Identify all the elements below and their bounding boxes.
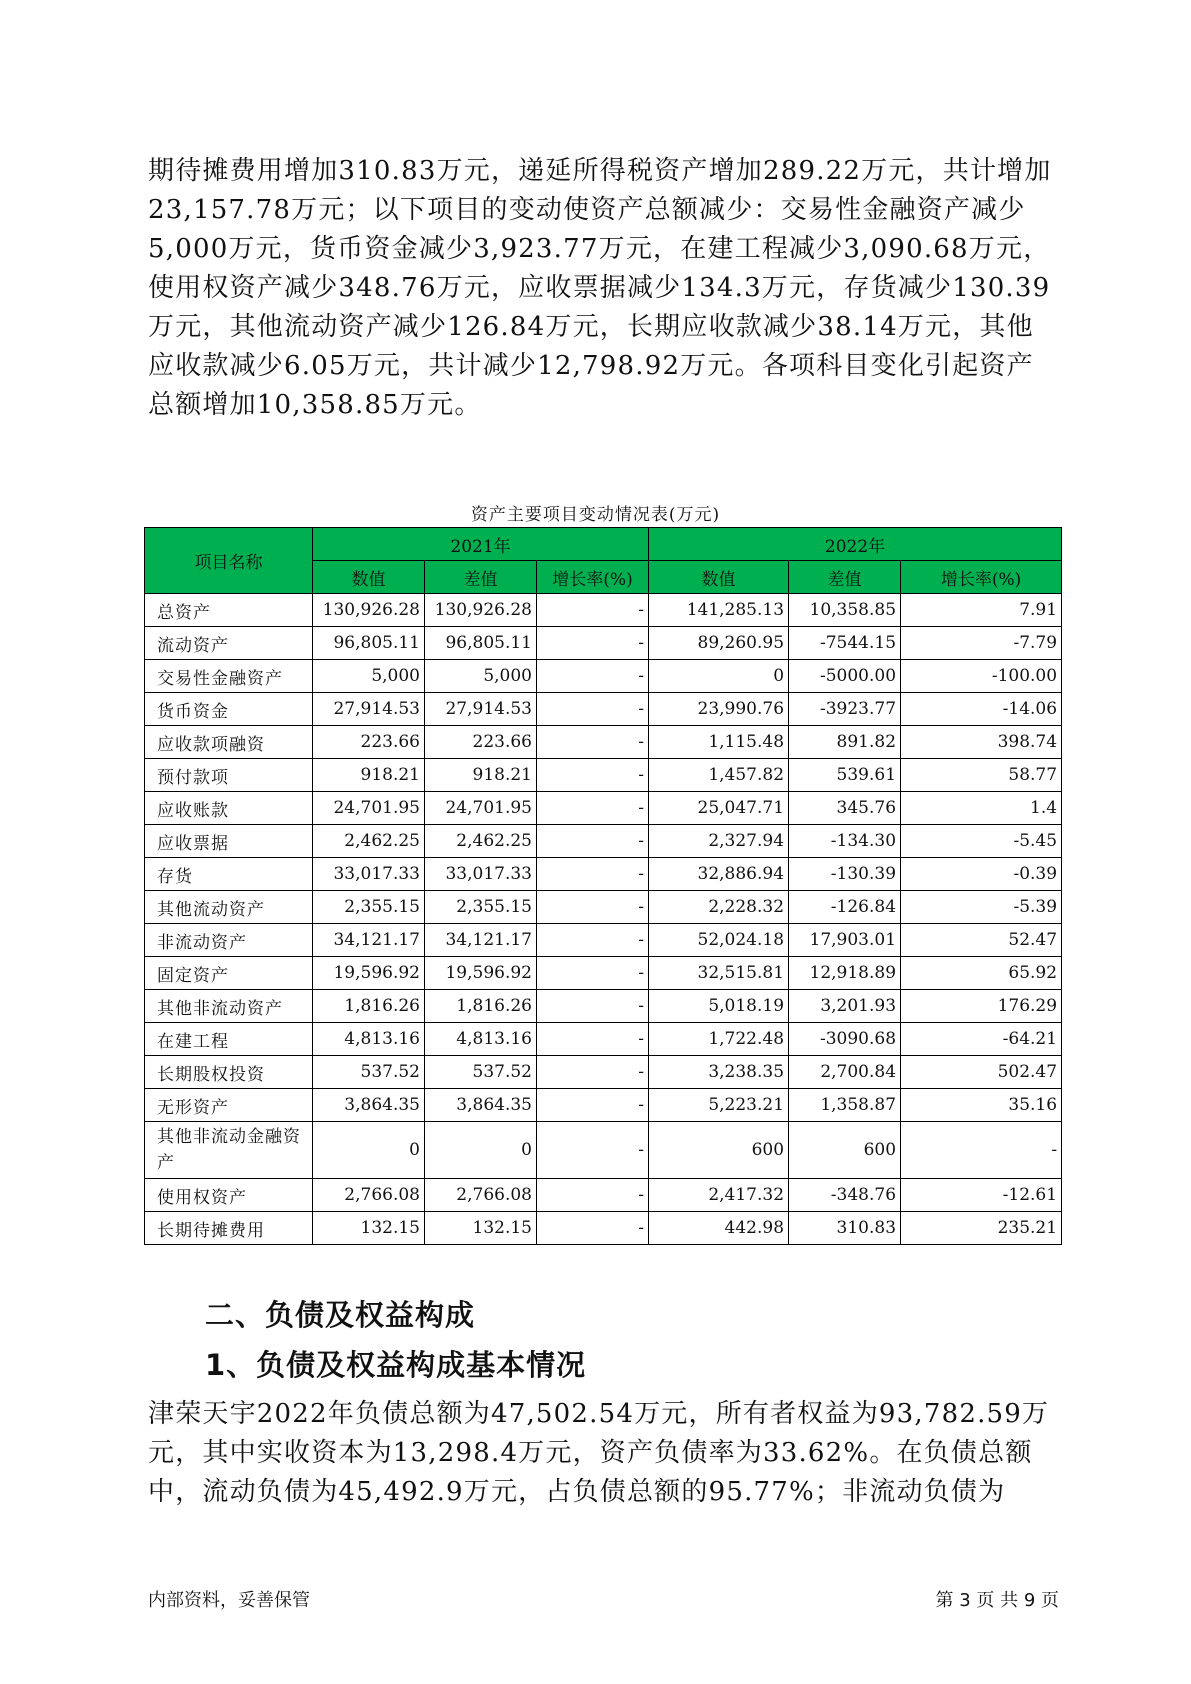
cell-d21: 5,000 [425, 660, 537, 693]
cell-v21: 3,864.35 [313, 1089, 425, 1122]
header-year-2021: 2021年 [313, 528, 649, 561]
cell-v22: 23,990.76 [649, 693, 789, 726]
cell-d22: -134.30 [789, 825, 901, 858]
header-value-2022: 数值 [649, 561, 789, 594]
cell-d22: -130.39 [789, 858, 901, 891]
cell-r22: 398.74 [901, 726, 1062, 759]
cell-d22: -126.84 [789, 891, 901, 924]
cell-d21: 1,816.26 [425, 990, 537, 1023]
cell-d21: 2,462.25 [425, 825, 537, 858]
cell-r21: - [537, 825, 649, 858]
cell-r21: - [537, 792, 649, 825]
cell-r21: - [537, 1179, 649, 1212]
cell-d22: 2,700.84 [789, 1056, 901, 1089]
cell-d21: 24,701.95 [425, 792, 537, 825]
table-row [145, 1122, 1062, 1179]
cell-d21: 0 [425, 1122, 537, 1179]
footer-page-number: 第 3 页 共 9 页 [935, 1590, 1059, 1611]
cell-item-name: 长期股权投资 [145, 1056, 313, 1089]
cell-r22: 502.47 [901, 1056, 1062, 1089]
cell-r22: - [901, 1122, 1062, 1179]
table-row [145, 660, 1062, 693]
cell-d22: 345.76 [789, 792, 901, 825]
cell-v21: 4,813.16 [313, 1023, 425, 1056]
cell-r21: - [537, 759, 649, 792]
cell-d22: 310.83 [789, 1212, 901, 1245]
cell-r22: 52.47 [901, 924, 1062, 957]
table-row [145, 957, 1062, 990]
cell-v22: 1,115.48 [649, 726, 789, 759]
cell-r22: -0.39 [901, 858, 1062, 891]
cell-v21: 33,017.33 [313, 858, 425, 891]
cell-r21: - [537, 1056, 649, 1089]
cell-d22: 17,903.01 [789, 924, 901, 957]
cell-v21: 27,914.53 [313, 693, 425, 726]
cell-d22: 539.61 [789, 759, 901, 792]
cell-item-name: 长期待摊费用 [145, 1212, 313, 1245]
table-row [145, 1056, 1062, 1089]
cell-item-name: 存货 [145, 858, 313, 891]
cell-r21: - [537, 858, 649, 891]
cell-d22: 1,358.87 [789, 1089, 901, 1122]
cell-v21: 34,121.17 [313, 924, 425, 957]
cell-v21: 96,805.11 [313, 627, 425, 660]
cell-r22: 176.29 [901, 990, 1062, 1023]
table-row [145, 924, 1062, 957]
cell-v22: 5,018.19 [649, 990, 789, 1023]
cell-v22: 89,260.95 [649, 627, 789, 660]
cell-r22: -14.06 [901, 693, 1062, 726]
cell-item-name: 无形资产 [145, 1089, 313, 1122]
cell-item-name: 应收票据 [145, 825, 313, 858]
asset-change-table [144, 527, 1062, 1245]
cell-item-name: 流动资产 [145, 627, 313, 660]
cell-r21: - [537, 891, 649, 924]
cell-item-name: 应收账款 [145, 792, 313, 825]
table-row [145, 825, 1062, 858]
header-value-2021: 数值 [313, 561, 425, 594]
table-row [145, 627, 1062, 660]
cell-v21: 19,596.92 [313, 957, 425, 990]
table-row [145, 759, 1062, 792]
cell-v22: 32,886.94 [649, 858, 789, 891]
cell-v21: 918.21 [313, 759, 425, 792]
cell-d21: 537.52 [425, 1056, 537, 1089]
cell-r21: - [537, 1089, 649, 1122]
cell-v21: 223.66 [313, 726, 425, 759]
cell-v22: 442.98 [649, 1212, 789, 1245]
cell-d21: 19,596.92 [425, 957, 537, 990]
cell-v22: 3,238.35 [649, 1056, 789, 1089]
body-paragraph-1: 期待摊费用增加310.83万元，递延所得税资产增加289.22万元，共计增加23,157.78万元；以下项目的变动使资产总额减少：交易性金融资产减少5,000万元，货币资金减少3,923.77万元，在建工程减少3,090.68万元，使用权资产减少348.76万元，应收票据减少134.3万元，存货减少130.39万元，其他流动资产减少126.84万元，长期应收款减少38.14万元，其他应收款减少6.05万元，共计减少12,798.92万元。各项科目变化引起资产总额增加10,358.85万元。 [148, 156, 1052, 420]
cell-d22: 891.82 [789, 726, 901, 759]
table-row [145, 891, 1062, 924]
cell-v21: 132.15 [313, 1212, 425, 1245]
cell-v22: 0 [649, 660, 789, 693]
cell-d21: 4,813.16 [425, 1023, 537, 1056]
cell-item-name: 预付款项 [145, 759, 313, 792]
cell-d21: 132.15 [425, 1212, 537, 1245]
cell-v21: 24,701.95 [313, 792, 425, 825]
cell-v22: 141,285.13 [649, 594, 789, 627]
cell-item-name: 固定资产 [145, 957, 313, 990]
cell-d21: 918.21 [425, 759, 537, 792]
cell-r21: - [537, 726, 649, 759]
cell-v22: 52,024.18 [649, 924, 789, 957]
header-diff-2021: 差值 [425, 561, 537, 594]
cell-v21: 2,355.15 [313, 891, 425, 924]
cell-r21: - [537, 660, 649, 693]
cell-item-name: 在建工程 [145, 1023, 313, 1056]
cell-v22: 2,228.32 [649, 891, 789, 924]
cell-v21: 2,766.08 [313, 1179, 425, 1212]
table-row [145, 1212, 1062, 1245]
cell-r22: 58.77 [901, 759, 1062, 792]
cell-v21: 5,000 [313, 660, 425, 693]
section-heading: 二、负债及权益构成 [205, 1298, 476, 1332]
table-row [145, 693, 1062, 726]
body-paragraph-2: 津荣天宇2022年负债总额为47,502.54万元，所有者权益为93,782.59万元，其中实收资本为13,298.4万元，资产负债率为33.62%。在负债总额中，流动负债为45,492.9万元，占负债总额的95.77%；非流动负债为 [148, 1399, 1050, 1507]
cell-r21: - [537, 957, 649, 990]
cell-r21: - [537, 627, 649, 660]
cell-d22: -3923.77 [789, 693, 901, 726]
cell-item-name: 货币资金 [145, 693, 313, 726]
table-row [145, 792, 1062, 825]
cell-item-name: 其他非流动金融资产 [145, 1122, 313, 1179]
cell-r21: - [537, 990, 649, 1023]
cell-r21: - [537, 594, 649, 627]
cell-v22: 600 [649, 1122, 789, 1179]
cell-d21: 33,017.33 [425, 858, 537, 891]
cell-r22: -5.45 [901, 825, 1062, 858]
cell-d22: -3090.68 [789, 1023, 901, 1056]
cell-d21: 223.66 [425, 726, 537, 759]
footer-confidential-note: 内部资料，妥善保管 [148, 1590, 310, 1611]
table-row [145, 990, 1062, 1023]
cell-d21: 27,914.53 [425, 693, 537, 726]
cell-d22: -348.76 [789, 1179, 901, 1212]
cell-item-name: 交易性金融资产 [145, 660, 313, 693]
cell-r22: -100.00 [901, 660, 1062, 693]
cell-d22: 12,918.89 [789, 957, 901, 990]
cell-v22: 1,457.82 [649, 759, 789, 792]
cell-v21: 2,462.25 [313, 825, 425, 858]
cell-d22: 600 [789, 1122, 901, 1179]
header-item-name: 项目名称 [145, 528, 313, 594]
cell-r22: -12.61 [901, 1179, 1062, 1212]
cell-r21: - [537, 1023, 649, 1056]
table-row [145, 726, 1062, 759]
cell-r21: - [537, 1122, 649, 1179]
cell-item-name: 总资产 [145, 594, 313, 627]
cell-v22: 2,417.32 [649, 1179, 789, 1212]
cell-v21: 0 [313, 1122, 425, 1179]
header-year-2022: 2022年 [649, 528, 1062, 561]
cell-item-name: 其他流动资产 [145, 891, 313, 924]
cell-r22: -7.79 [901, 627, 1062, 660]
cell-v21: 537.52 [313, 1056, 425, 1089]
table-caption: 资产主要项目变动情况表(万元) [470, 505, 721, 525]
cell-d21: 3,864.35 [425, 1089, 537, 1122]
cell-v21: 1,816.26 [313, 990, 425, 1023]
cell-r22: -64.21 [901, 1023, 1062, 1056]
table-row [145, 1089, 1062, 1122]
cell-r22: 1.4 [901, 792, 1062, 825]
cell-d21: 2,766.08 [425, 1179, 537, 1212]
cell-r22: 65.92 [901, 957, 1062, 990]
header-rate-2022: 增长率(%) [901, 561, 1062, 594]
cell-item-name: 应收款项融资 [145, 726, 313, 759]
cell-r22: 35.16 [901, 1089, 1062, 1122]
cell-d21: 2,355.15 [425, 891, 537, 924]
cell-v22: 32,515.81 [649, 957, 789, 990]
cell-item-name: 其他非流动资产 [145, 990, 313, 1023]
table-row [145, 1023, 1062, 1056]
cell-r22: 235.21 [901, 1212, 1062, 1245]
cell-d22: -5000.00 [789, 660, 901, 693]
cell-r21: - [537, 1212, 649, 1245]
table-row [145, 594, 1062, 627]
cell-d22: 3,201.93 [789, 990, 901, 1023]
cell-r21: - [537, 693, 649, 726]
cell-v22: 1,722.48 [649, 1023, 789, 1056]
cell-d21: 130,926.28 [425, 594, 537, 627]
cell-v22: 5,223.21 [649, 1089, 789, 1122]
cell-item-name: 非流动资产 [145, 924, 313, 957]
cell-d22: 10,358.85 [789, 594, 901, 627]
cell-item-name: 使用权资产 [145, 1179, 313, 1212]
cell-r22: 7.91 [901, 594, 1062, 627]
subsection-heading: 1、负债及权益构成基本情况 [205, 1348, 587, 1382]
cell-r21: - [537, 924, 649, 957]
table-row [145, 858, 1062, 891]
header-rate-2021: 增长率(%) [537, 561, 649, 594]
cell-v21: 130,926.28 [313, 594, 425, 627]
cell-v22: 2,327.94 [649, 825, 789, 858]
cell-d22: -7544.15 [789, 627, 901, 660]
cell-d21: 96,805.11 [425, 627, 537, 660]
cell-d21: 34,121.17 [425, 924, 537, 957]
cell-r22: -5.39 [901, 891, 1062, 924]
table-row [145, 1179, 1062, 1212]
cell-v22: 25,047.71 [649, 792, 789, 825]
header-diff-2022: 差值 [789, 561, 901, 594]
